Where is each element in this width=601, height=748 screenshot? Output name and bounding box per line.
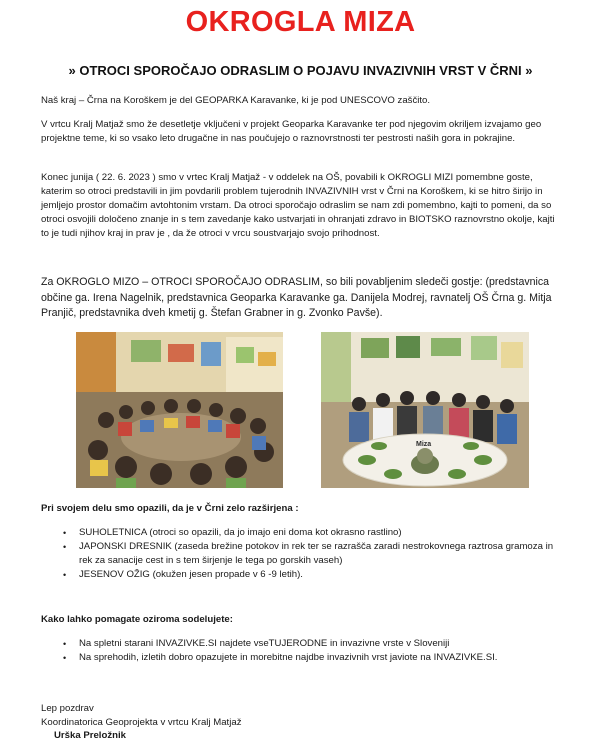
photo-children-circle-image: [76, 332, 283, 488]
signature-role: Koordinatorica Geoprojekta v vrtcu Kralj Matjaž: [41, 716, 242, 728]
list-item: [63, 568, 563, 582]
list-item-text: SUHOLETNICA (otroci so opazili, da jo imajo eni doma kot okrasno rastlino): [79, 527, 402, 538]
list-item: [63, 651, 563, 665]
paragraph-event: Konec junija ( 22. 6. 2023 ) smo v vrtec Kralj Matjaž - v oddelek na OŠ, povabili k OKROGLI MIZI pomembne goste, katerim so otroci predstavili in jim povdarili problem tujerodnih INVAZIVNIH vrst v Črni na Koroškem, ki se hitro širijo in jemljejo prostor domačim avtohtonim vrstam. Da otroci sporočajo odraslim se nam zdi pomembno, kajti to pomeni, da so otroci osvojili določeno znanje in s tem zavedanje kako ustvarjati in ohranjati zdravo in BIOTSKO raznovrstno okolje, kajti to je tudi njihov kraj in prav je , da že otroci v vrcu soustvarjajo svojo prihodnost.: [41, 172, 555, 239]
document-subtitle: » OTROCI SPOROČAJO ODRASLIM O POJAVU INVAZIVNIH VRST V ČRNI »: [68, 63, 533, 78]
photo-round-table-image: [321, 332, 529, 488]
list-item-text: JESENOV OŽIG (okužen jesen propade v 6 -9 letih).: [79, 569, 303, 580]
help-list: [63, 637, 563, 665]
signature-block: [41, 702, 242, 743]
signature-greeting: Lep pozdrav: [41, 703, 94, 714]
photo-children-circle: [76, 332, 283, 488]
bullet-icon: •: [63, 528, 67, 538]
observations-list: [63, 526, 563, 582]
list-item: [63, 526, 563, 540]
paragraph-intro: Naš kraj – Črna na Koroškem je del GEOPARKA Karavanke, ki je pod UNESCOVO zaščito.: [41, 95, 431, 106]
list-item-text: JAPONSKI DRESNIK (zaseda brežine potokov in rek ter se razrašča zaradi nestrokovnega raztrosa gramoza in rek za sanacije cest in s tem širjenje le tega po gorskih vaseh): [79, 541, 554, 566]
bullet-icon: •: [63, 542, 67, 552]
bullet-icon: •: [63, 653, 67, 663]
document-title: OKROGLA MIZA: [185, 6, 416, 38]
photo-round-table-guests: [321, 332, 529, 488]
list-item-text: Na spletni starani INVAZIVKE.SI najdete vseTUJERODNE in invazivne vrste v Sloveniji: [79, 638, 450, 649]
list-item: [63, 540, 563, 568]
bullet-icon: •: [63, 639, 67, 649]
list-item: [63, 637, 563, 651]
paragraph-project: V vrtcu Kralj Matjaž smo že desetletje vključeni v projekt Geoparka Karavanke ter pod njegovim okriljem izvajamo geo projektne teme, ki so vsako leto drugačne in nas poučujejo o raznovrstnosti ter pestrosti naših gora in pokrajine.: [41, 119, 542, 144]
paragraph-guests: Za OKROGLO MIZO – OTROCI SPOROČAJO ODRASLIM, so bili povabljenim sledeči gostje: (predstavnica občine ga. Irena Nagelnik, predstavnica Geoparka Karavanke ga. Danijela Modrej, ravnatelj OŠ Črna g. Mitja Pranjič, predstavnika dveh kmetij g. Štefan Grabner in g. Zvonko Pavše).: [41, 276, 552, 319]
photo2-table-sign: Miza: [416, 441, 432, 448]
list-item-text: Na sprehodih, izletih dobro opazujete in morebitne najdbe invazivnih vrst javiote na INVAZIVKE.SI.: [79, 652, 498, 663]
signature-name: Urška Preložnik: [54, 730, 126, 741]
section-help-heading: Kako lahko pomagate oziroma sodelujete:: [41, 614, 233, 625]
section-observations-heading: Pri svojem delu smo opazili, da je v Črni zelo razširjena :: [41, 503, 299, 514]
bullet-icon: •: [63, 570, 67, 580]
